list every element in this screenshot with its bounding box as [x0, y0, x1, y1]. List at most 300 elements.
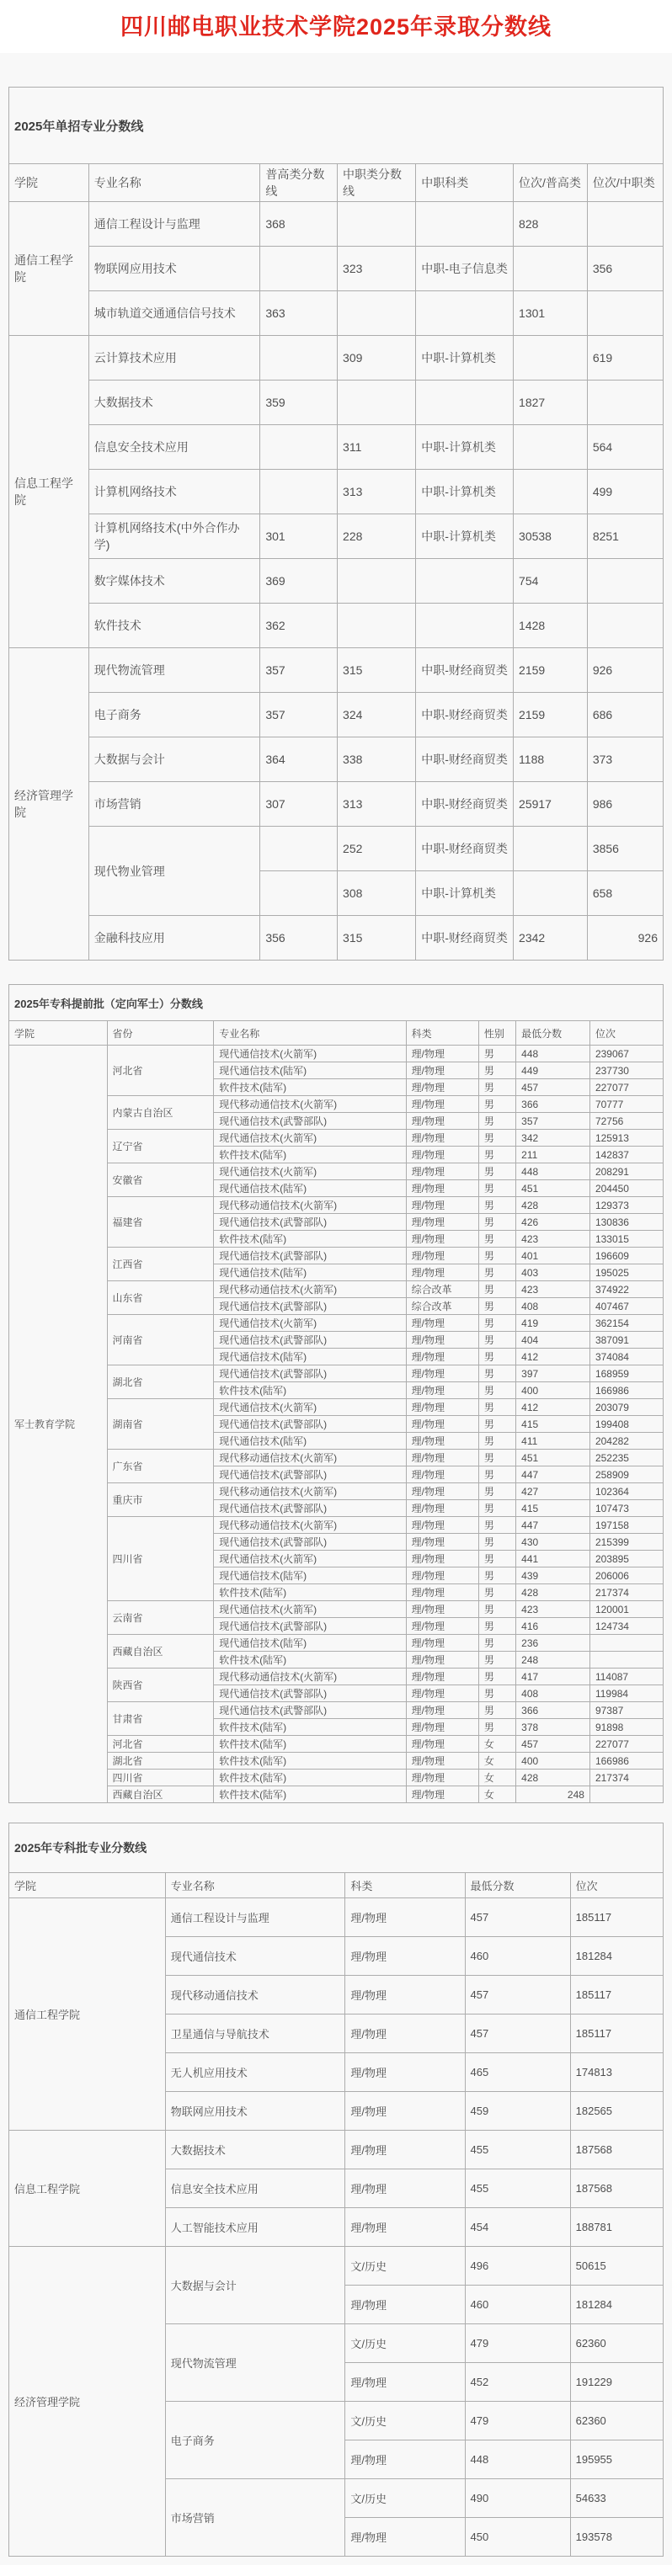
cell: 理/物理 [406, 1466, 478, 1483]
table-row [9, 693, 664, 737]
cell: 248 [516, 1652, 590, 1669]
column-header: 最低分数 [465, 1873, 570, 1898]
cell: 412 [516, 1349, 590, 1365]
cell: 现代移动通信技术(火箭军) [214, 1450, 406, 1466]
cell: 现代通信技术(陆军) [214, 1349, 406, 1365]
cell: 理/物理 [406, 1433, 478, 1450]
cell: 217374 [589, 1770, 663, 1786]
column-header: 学院 [9, 1873, 166, 1898]
cell: 信息工程学院 [9, 2131, 166, 2247]
cell: 男 [478, 1584, 515, 1601]
cell: 166986 [589, 1753, 663, 1770]
cell: 411 [516, 1433, 590, 1450]
cell: 软件技术(陆军) [214, 1753, 406, 1770]
cell [589, 1652, 663, 1669]
cell: 中职-财经商贸类 [416, 827, 514, 871]
cell: 452 [465, 2363, 570, 2402]
cell: 理/物理 [406, 1736, 478, 1753]
cell: 现代通信技术(陆军) [214, 1180, 406, 1197]
cell: 142837 [589, 1147, 663, 1163]
column-header: 科类 [345, 1873, 465, 1898]
cell: 195025 [589, 1264, 663, 1281]
cell: 通信工程学院 [9, 202, 89, 336]
table-row [9, 202, 664, 247]
cell: 412 [516, 1399, 590, 1416]
cell: 男 [478, 1685, 515, 1702]
cell: 237730 [589, 1062, 663, 1079]
cell: 323 [338, 247, 416, 291]
cell: 理/物理 [406, 1584, 478, 1601]
cell: 软件技术(陆军) [214, 1786, 406, 1803]
cell: 理/物理 [406, 1416, 478, 1433]
cell [338, 202, 416, 247]
cell: 465 [465, 2053, 570, 2092]
cell: 211 [516, 1147, 590, 1163]
table-caption: 2025年专科提前批（定向军士）分数线 [9, 985, 664, 1021]
cell: 499 [587, 470, 663, 514]
table-row [9, 1601, 664, 1618]
cell [260, 425, 338, 470]
cell: 308 [338, 871, 416, 916]
cell: 男 [478, 1450, 515, 1466]
table-row [9, 827, 664, 871]
cell: 248 [516, 1786, 590, 1803]
cell: 451 [516, 1180, 590, 1197]
cell: 中职-财经商贸类 [416, 916, 514, 961]
table-row [9, 247, 664, 291]
cell: 120001 [589, 1601, 663, 1618]
cell: 现代通信技术(火箭军) [214, 1315, 406, 1332]
cell: 357 [516, 1113, 590, 1130]
cell: 206006 [589, 1567, 663, 1584]
cell: 理/物理 [406, 1214, 478, 1231]
cell: 1188 [514, 737, 588, 782]
table-row [9, 2131, 664, 2169]
cell: 449 [516, 1062, 590, 1079]
cell: 综合改革 [406, 1298, 478, 1315]
cell: 986 [587, 782, 663, 827]
cell: 现代通信技术(武警部队) [214, 1500, 406, 1517]
cell: 重庆市 [107, 1483, 214, 1517]
cell: 理/物理 [406, 1079, 478, 1096]
cell: 理/物理 [406, 1770, 478, 1786]
cell: 河北省 [107, 1046, 214, 1096]
cell: 女 [478, 1786, 515, 1803]
cell: 447 [516, 1517, 590, 1534]
cell: 现代移动通信技术(火箭军) [214, 1096, 406, 1113]
cell: 软件技术(陆军) [214, 1584, 406, 1601]
cell: 450 [465, 2518, 570, 2557]
cell: 甘肃省 [107, 1702, 214, 1736]
cell: 男 [478, 1113, 515, 1130]
column-header: 学院 [9, 1021, 108, 1046]
cell: 理/物理 [406, 1669, 478, 1685]
cell: 3856 [587, 827, 663, 871]
cell: 现代通信技术(武警部队) [214, 1214, 406, 1231]
cell: 男 [478, 1248, 515, 1264]
table-row [9, 1483, 664, 1500]
cell: 479 [465, 2324, 570, 2363]
cell: 山东省 [107, 1281, 214, 1315]
cell: 457 [465, 2014, 570, 2053]
caption-row [9, 1823, 664, 1873]
table-row [9, 604, 664, 648]
column-header: 位次 [589, 1021, 663, 1046]
cell: 数字媒体技术 [88, 559, 260, 604]
cell: 309 [338, 336, 416, 381]
cell: 人工智能技术应用 [165, 2208, 345, 2247]
caption-row [9, 88, 664, 164]
column-header: 位次/普高类 [514, 164, 588, 202]
cell: 文/历史 [345, 2324, 465, 2363]
cell: 电子商务 [165, 2402, 345, 2479]
header-row [9, 1021, 664, 1046]
cell [338, 604, 416, 648]
column-header: 位次/中职类 [587, 164, 663, 202]
cell: 男 [478, 1416, 515, 1433]
cell: 理/物理 [345, 2440, 465, 2479]
cell: 479 [465, 2402, 570, 2440]
cell: 湖北省 [107, 1753, 214, 1770]
cell: 188781 [570, 2208, 663, 2247]
cell: 现代通信技术(火箭军) [214, 1601, 406, 1618]
cell: 理/物理 [406, 1551, 478, 1567]
cell: 658 [587, 871, 663, 916]
cell: 河南省 [107, 1315, 214, 1365]
cell: 理/物理 [406, 1197, 478, 1214]
cell [260, 470, 338, 514]
cell: 男 [478, 1382, 515, 1399]
cell: 理/物理 [406, 1719, 478, 1736]
cell: 926 [587, 648, 663, 693]
cell: 理/物理 [406, 1096, 478, 1113]
table-row [9, 737, 664, 782]
cell: 54633 [570, 2479, 663, 2518]
cell: 460 [465, 1937, 570, 1976]
column-header: 专业名称 [214, 1021, 406, 1046]
cell: 金融科技应用 [88, 916, 260, 961]
table-row [9, 381, 664, 425]
cell: 564 [587, 425, 663, 470]
cell: 理/物理 [406, 1349, 478, 1365]
cell: 25917 [514, 782, 588, 827]
cell: 374922 [589, 1281, 663, 1298]
table-row [9, 782, 664, 827]
column-header: 中职科类 [416, 164, 514, 202]
cell: 理/物理 [406, 1618, 478, 1635]
cell: 江西省 [107, 1248, 214, 1281]
cell: 227077 [589, 1079, 663, 1096]
cell: 357 [260, 693, 338, 737]
cell: 中职-财经商贸类 [416, 648, 514, 693]
cell: 2159 [514, 648, 588, 693]
column-header: 省份 [107, 1021, 214, 1046]
cell: 338 [338, 737, 416, 782]
cell: 经济管理学院 [9, 2247, 166, 2557]
cell: 301 [260, 514, 338, 559]
cell: 368 [260, 202, 338, 247]
cell: 133015 [589, 1231, 663, 1248]
cell: 理/物理 [406, 1163, 478, 1180]
cell: 理/物理 [345, 2092, 465, 2131]
cell: 广东省 [107, 1450, 214, 1483]
cell: 软件技术(陆军) [214, 1147, 406, 1163]
cell: 西藏自治区 [107, 1786, 214, 1803]
table-row [9, 514, 664, 559]
cell: 686 [587, 693, 663, 737]
cell: 男 [478, 1601, 515, 1618]
cell [260, 247, 338, 291]
cell: 457 [516, 1079, 590, 1096]
cell [514, 470, 588, 514]
cell: 现代移动通信技术(火箭军) [214, 1197, 406, 1214]
cell [416, 381, 514, 425]
cell: 97387 [589, 1702, 663, 1719]
cell: 男 [478, 1702, 515, 1719]
table-caption: 2025年单招专业分数线 [9, 88, 664, 164]
cell [260, 871, 338, 916]
cell: 男 [478, 1466, 515, 1483]
cell: 湖南省 [107, 1399, 214, 1450]
cell [260, 336, 338, 381]
cell: 404 [516, 1332, 590, 1349]
cell: 228 [338, 514, 416, 559]
cell: 中职-计算机类 [416, 470, 514, 514]
cell: 理/物理 [406, 1365, 478, 1382]
cell: 软件技术(陆军) [214, 1382, 406, 1399]
cell: 447 [516, 1466, 590, 1483]
cell: 男 [478, 1349, 515, 1365]
cell: 中职-财经商贸类 [416, 737, 514, 782]
cell: 城市轨道交通通信信号技术 [88, 291, 260, 336]
table-row [9, 1753, 664, 1770]
cell: 363 [260, 291, 338, 336]
cell: 男 [478, 1719, 515, 1736]
cell: 401 [516, 1248, 590, 1264]
cell: 文/历史 [345, 2402, 465, 2440]
cell: 236 [516, 1635, 590, 1652]
cell: 258909 [589, 1466, 663, 1483]
cell: 男 [478, 1214, 515, 1231]
cell: 男 [478, 1635, 515, 1652]
cell: 441 [516, 1551, 590, 1567]
cell: 307 [260, 782, 338, 827]
cell: 现代移动通信技术 [165, 1976, 345, 2014]
cell: 129373 [589, 1197, 663, 1214]
cell: 415 [516, 1500, 590, 1517]
cell: 451 [516, 1450, 590, 1466]
cell: 经济管理学院 [9, 648, 89, 961]
cell: 439 [516, 1567, 590, 1584]
cell [587, 559, 663, 604]
cell: 男 [478, 1567, 515, 1584]
cell: 理/物理 [406, 1652, 478, 1669]
cell: 现代通信技术(武警部队) [214, 1702, 406, 1719]
table-row [9, 1517, 664, 1534]
cell: 理/物理 [345, 1937, 465, 1976]
cell: 理/物理 [406, 1450, 478, 1466]
cell: 181284 [570, 1937, 663, 1976]
cell: 315 [338, 916, 416, 961]
cell: 理/物理 [406, 1635, 478, 1652]
cell: 辽宁省 [107, 1130, 214, 1163]
cell: 369 [260, 559, 338, 604]
cell: 427 [516, 1483, 590, 1500]
cell: 男 [478, 1669, 515, 1685]
table-row [9, 1898, 664, 1937]
cell: 356 [260, 916, 338, 961]
cell: 185117 [570, 1898, 663, 1937]
column-header: 普高类分数线 [260, 164, 338, 202]
cell: 现代通信技术(陆军) [214, 1062, 406, 1079]
cell: 455 [465, 2131, 570, 2169]
cell: 理/物理 [406, 1702, 478, 1719]
cell: 457 [516, 1736, 590, 1753]
content-area [0, 53, 672, 2565]
cell: 内蒙古自治区 [107, 1096, 214, 1130]
table-row [9, 1096, 664, 1113]
cell: 现代通信技术(武警部队) [214, 1113, 406, 1130]
cell: 现代通信技术(陆军) [214, 1567, 406, 1584]
cell: 现代通信技术(火箭军) [214, 1399, 406, 1416]
table-row [9, 1736, 664, 1753]
cell: 理/物理 [406, 1601, 478, 1618]
table-2025-zhuankepi-scores [8, 1823, 664, 2557]
cell [589, 1786, 663, 1803]
cell: 457 [465, 1898, 570, 1937]
cell: 现代通信技术(武警部队) [214, 1248, 406, 1264]
column-header: 学院 [9, 164, 89, 202]
cell: 男 [478, 1551, 515, 1567]
cell: 311 [338, 425, 416, 470]
table-body [9, 88, 664, 961]
cell: 1301 [514, 291, 588, 336]
caption-row [9, 985, 664, 1021]
cell: 理/物理 [406, 1248, 478, 1264]
cell [514, 425, 588, 470]
cell: 理/物理 [345, 2014, 465, 2053]
cell: 现代物业管理 [88, 827, 260, 916]
cell: 619 [587, 336, 663, 381]
cell: 理/物理 [345, 2053, 465, 2092]
cell: 计算机网络技术 [88, 470, 260, 514]
cell: 252 [338, 827, 416, 871]
cell: 理/物理 [406, 1786, 478, 1803]
cell: 102364 [589, 1483, 663, 1500]
cell: 女 [478, 1736, 515, 1753]
cell: 124734 [589, 1618, 663, 1635]
cell: 454 [465, 2208, 570, 2247]
cell: 174813 [570, 2053, 663, 2092]
cell: 现代通信技术(武警部队) [214, 1365, 406, 1382]
cell: 315 [338, 648, 416, 693]
column-header: 专业名称 [88, 164, 260, 202]
cell: 软件技术(陆军) [214, 1719, 406, 1736]
cell: 河北省 [107, 1736, 214, 1753]
cell: 中职-计算机类 [416, 514, 514, 559]
table-row [9, 1450, 664, 1466]
cell: 男 [478, 1483, 515, 1500]
cell: 现代通信技术(武警部队) [214, 1416, 406, 1433]
cell: 理/物理 [345, 2518, 465, 2557]
column-header: 位次 [570, 1873, 663, 1898]
cell: 193578 [570, 2518, 663, 2557]
cell: 91898 [589, 1719, 663, 1736]
cell: 252235 [589, 1450, 663, 1466]
cell: 男 [478, 1096, 515, 1113]
cell: 理/物理 [406, 1046, 478, 1062]
cell: 423 [516, 1231, 590, 1248]
cell: 324 [338, 693, 416, 737]
cell: 男 [478, 1365, 515, 1382]
table-row [9, 1163, 664, 1180]
table-row [9, 1786, 664, 1803]
cell: 理/物理 [406, 1130, 478, 1147]
cell: 信息安全技术应用 [165, 2169, 345, 2208]
cell: 203079 [589, 1399, 663, 1416]
cell: 459 [465, 2092, 570, 2131]
cell: 204450 [589, 1180, 663, 1197]
cell: 416 [516, 1618, 590, 1635]
cell: 男 [478, 1332, 515, 1349]
cell: 男 [478, 1130, 515, 1147]
cell: 福建省 [107, 1197, 214, 1248]
cell: 423 [516, 1281, 590, 1298]
cell: 湖北省 [107, 1365, 214, 1399]
cell: 2159 [514, 693, 588, 737]
cell: 现代通信技术(武警部队) [214, 1618, 406, 1635]
cell: 191229 [570, 2363, 663, 2402]
cell: 男 [478, 1517, 515, 1534]
cell: 357 [260, 648, 338, 693]
cell: 理/物理 [406, 1147, 478, 1163]
cell: 理/物理 [406, 1180, 478, 1197]
cell: 187568 [570, 2169, 663, 2208]
cell: 313 [338, 782, 416, 827]
cell [514, 247, 588, 291]
cell: 现代通信技术 [165, 1937, 345, 1976]
cell: 软件技术(陆军) [214, 1231, 406, 1248]
cell: 理/物理 [406, 1517, 478, 1534]
cell: 现代通信技术(火箭军) [214, 1163, 406, 1180]
column-header: 最低分数 [516, 1021, 590, 1046]
cell: 中职-财经商贸类 [416, 693, 514, 737]
cell [587, 202, 663, 247]
cell: 448 [516, 1163, 590, 1180]
cell: 中职-电子信息类 [416, 247, 514, 291]
cell: 西藏自治区 [107, 1635, 214, 1669]
cell [587, 381, 663, 425]
cell: 中职-财经商贸类 [416, 782, 514, 827]
cell: 信息工程学院 [9, 336, 89, 648]
cell [260, 827, 338, 871]
cell: 8251 [587, 514, 663, 559]
cell [514, 336, 588, 381]
table-row [9, 1669, 664, 1685]
cell: 理/物理 [406, 1113, 478, 1130]
cell: 理/物理 [406, 1332, 478, 1349]
cell: 软件技术(陆军) [214, 1770, 406, 1786]
cell: 男 [478, 1399, 515, 1416]
cell: 342 [516, 1130, 590, 1147]
table-row [9, 1046, 664, 1062]
cell: 军士教育学院 [9, 1046, 108, 1803]
cell: 计算机网络技术(中外合作办学) [88, 514, 260, 559]
cell: 理/物理 [406, 1399, 478, 1416]
cell: 62360 [570, 2324, 663, 2363]
cell: 1827 [514, 381, 588, 425]
cell: 217374 [589, 1584, 663, 1601]
